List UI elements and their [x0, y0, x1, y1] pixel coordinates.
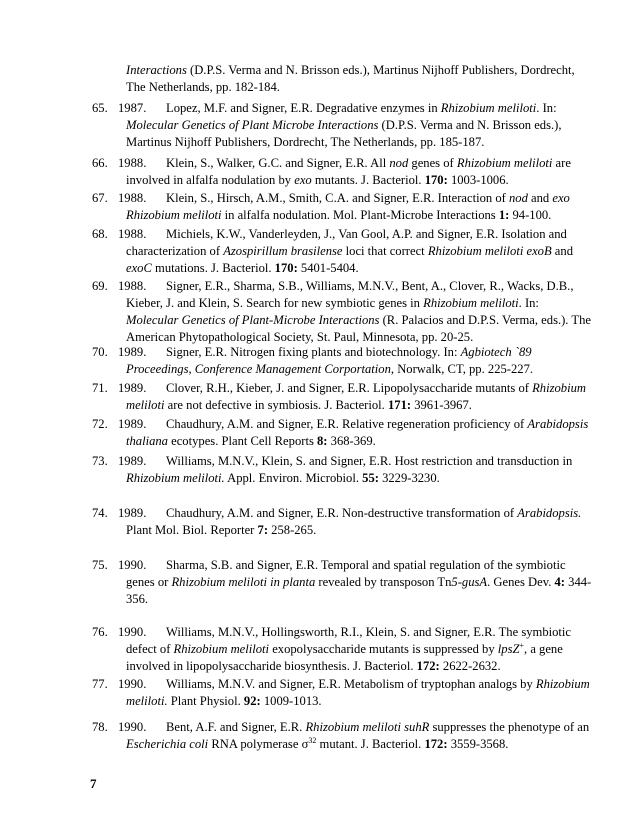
- text-run: exopolysaccharide mutants is suppressed by: [269, 642, 498, 656]
- superscript: +: [519, 640, 525, 650]
- volume-number: 55:: [362, 471, 379, 485]
- text-run: mutant. J. Bacteriol.: [316, 737, 425, 751]
- italic-text: Molecular Genetics of Plant Microbe Interactions: [126, 118, 379, 132]
- entry-number: 68.: [92, 227, 108, 241]
- text-run: Klein, S., Walker, G.C. and Signer, E.R. All: [166, 156, 390, 170]
- italic-text: Interactions: [126, 63, 187, 77]
- italic-text: exo: [294, 173, 312, 187]
- entry-number: 66.: [92, 156, 108, 170]
- text-run: ecotypes. Plant Cell Reports: [167, 434, 317, 448]
- italic-text: lpsZ: [497, 642, 520, 656]
- entry-citation: [118, 190, 592, 224]
- entry-number: 69.: [92, 279, 108, 293]
- italic-text: Azospirillum brasilense: [223, 244, 343, 258]
- text-run: suppresses the phenotype of an: [429, 720, 590, 734]
- entry-year: 1987.: [118, 101, 147, 115]
- text-run: mutations. J. Bacteriol.: [151, 261, 275, 275]
- text-run: mutants. J. Bacteriol.: [311, 173, 425, 187]
- text-run: 2622-2632.: [439, 659, 501, 673]
- text-run: Williams, M.N.V., Klein, S. and Signer, E.R. Host restriction and transduction in: [166, 454, 573, 468]
- entry-year: 1989.: [118, 381, 147, 395]
- entry-citation: [118, 344, 592, 378]
- entry-number: 71.: [92, 381, 108, 395]
- entry-year: 1988.: [118, 227, 147, 241]
- entry-citation: [118, 453, 592, 487]
- text-run: 368-369.: [327, 434, 376, 448]
- entry-number: 72.: [92, 417, 108, 431]
- italic-text: 5-gusA: [451, 575, 488, 589]
- text-run: Plant Physiol.: [167, 694, 244, 708]
- entry-citation: [118, 624, 592, 675]
- entry-number: 67.: [92, 191, 108, 205]
- citation-text: [126, 720, 589, 751]
- italic-text: Agbiotech `89 Proceedings, Conference Management Corportation,: [126, 345, 532, 376]
- volume-number: 7:: [257, 523, 269, 537]
- entry-year: 1990.: [118, 625, 147, 639]
- continuation-entry: [126, 62, 586, 96]
- entry-number: 77.: [92, 677, 108, 691]
- text-run: (D.P.S. Verma and N. Brisson eds.), Martinus Nijhoff Publishers, Dordrecht, The Netherlands, pp. 182-184.: [126, 63, 575, 94]
- italic-text: Rhizobium meliloti: [440, 101, 537, 115]
- entry-citation: [118, 100, 592, 151]
- page-number: 7: [90, 776, 97, 791]
- entry-year: 1989.: [118, 417, 147, 431]
- italic-text: Rhizobium meliloti: [423, 296, 519, 310]
- text-run: Williams, M.N.V., Hollingsworth, R.I., Klein, S. and Signer, E.R. The symbiotic defect of: [126, 625, 572, 656]
- entry-number: 75.: [92, 558, 108, 572]
- text-run: Chaudhury, A.M. and Signer, E.R. Non-destructive transformation of: [166, 506, 518, 520]
- entry-citation: [118, 278, 592, 346]
- italic-text: Rhizobium meliloti exoB: [427, 244, 552, 258]
- entry-citation: [118, 380, 592, 414]
- italic-text: Arabidopsis thaliana: [126, 417, 589, 448]
- entry-number: 78.: [92, 720, 108, 734]
- text-run: (R. Palacios and D.P.S. Verma, eds.). The American Phytopathological Society, St. Paul, Minnesota, pp. 20-25.: [126, 313, 591, 344]
- text-run: Lopez, M.F. and Signer, E.R. Degradative enzymes in: [166, 101, 441, 115]
- volume-number: 1:: [498, 208, 510, 222]
- italic-text: Molecular Genetics of Plant-Microbe Interactions: [126, 313, 380, 327]
- entry-number: 73.: [92, 454, 108, 468]
- citation-text: [126, 677, 590, 708]
- entry-citation: [118, 416, 592, 450]
- text-run: . In:: [518, 296, 539, 310]
- text-run: (D.P.S. Verma and N. Brisson eds.), Martinus Nijhoff Publishers, Dordrecht, The Netherlands, pp. 185-187.: [126, 118, 562, 149]
- text-run: in alfalfa nodulation. Mol. Plant-Microbe Interactions: [221, 208, 499, 222]
- citation-text: [126, 506, 581, 537]
- italic-text: exoC: [126, 261, 152, 275]
- volume-number: 8:: [317, 434, 328, 448]
- entry-year: 1990.: [118, 558, 147, 572]
- text-run: , a gene involved in lipopolysaccharide biosynthesis. J. Bacteriol.: [126, 642, 563, 673]
- text-run: Klein, S., Hirsch, A.M., Smith, C.A. and Signer, E.R. Interaction of: [166, 191, 509, 205]
- entry-citation: [118, 226, 592, 277]
- italic-text: Rhizobium meliloti.: [126, 677, 590, 708]
- italic-text: Rhizobium meliloti: [173, 642, 270, 656]
- citation-text: [126, 381, 586, 412]
- text-run: Clover, R.H., Kieber, J. and Signer, E.R. Lipopolysaccharide mutants of: [166, 381, 533, 395]
- text-run: genes of: [408, 156, 457, 170]
- citation-text: [126, 191, 570, 222]
- text-run: Michiels, K.W., Vanderleyden, J., Van Gool, A.P. and Signer, E.R. Isolation and characterization of: [126, 227, 567, 258]
- text-run: RNA polymerase σ: [208, 737, 309, 751]
- text-run: Bent, A.F. and Signer, E.R.: [166, 720, 306, 734]
- volume-number: 170:: [424, 173, 448, 187]
- text-run: 3559-3568.: [447, 737, 509, 751]
- text-run: loci that correct: [342, 244, 428, 258]
- entry-year: 1989.: [118, 454, 147, 468]
- entry-citation: [118, 719, 592, 753]
- italic-text: exo Rhizobium meliloti: [126, 191, 570, 222]
- text-run: 344-356.: [126, 575, 592, 606]
- entry-number: 65.: [92, 101, 108, 115]
- entry-number: 76.: [92, 625, 108, 639]
- text-run: 3961-3967.: [411, 398, 472, 412]
- text-run: and: [527, 191, 553, 205]
- volume-number: 172:: [416, 659, 440, 673]
- entry-year: 1988.: [118, 191, 147, 205]
- text-run: . Genes Dev.: [487, 575, 555, 589]
- italic-text: Rhizobium meliloti.: [126, 471, 225, 485]
- italic-text: Rhizobium meliloti suhR: [305, 720, 430, 734]
- entry-citation: [118, 676, 592, 710]
- entry-year: 1989.: [118, 345, 147, 359]
- italic-text: Rhizobium meliloti: [126, 381, 586, 412]
- volume-number: 4:: [554, 575, 565, 589]
- citation-text: [126, 101, 561, 149]
- text-run: and: [551, 244, 573, 258]
- citation-text: [126, 558, 591, 606]
- italic-text: Escherichia coli: [126, 737, 209, 751]
- text-run: 3229-3230.: [378, 471, 440, 485]
- entry-citation: [118, 505, 592, 539]
- italic-text: Rhizobium meliloti: [456, 156, 553, 170]
- entry-citation: [118, 155, 592, 189]
- text-run: 94-100.: [509, 208, 552, 222]
- entry-number: 74.: [92, 506, 108, 520]
- citation-text: [126, 417, 588, 448]
- citation-text: [126, 625, 571, 673]
- text-run: Signer, E.R., Sharma, S.B., Williams, M.N.V., Bent, A., Clover, R., Wacks, D.B., Kieber, J. and Klein, S. Search for new symbiotic genes in: [126, 279, 574, 310]
- entry-year: 1990.: [118, 677, 147, 691]
- citation-text: [126, 227, 573, 275]
- volume-number: 170:: [274, 261, 298, 275]
- text-run: Williams, M.N.V. and Signer, E.R. Metabolism of tryptophan analogs by: [166, 677, 536, 691]
- text-run: 5401-5404.: [297, 261, 359, 275]
- italic-text: nod: [509, 191, 528, 205]
- text-run: are involved in alfalfa nodulation by: [126, 156, 571, 187]
- entry-year: 1990.: [118, 720, 147, 734]
- volume-number: 172:: [424, 737, 448, 751]
- italic-text: nod: [389, 156, 409, 170]
- text-run: Chaudhury, A.M. and Signer, E.R. Relative regeneration proficiency of: [166, 417, 528, 431]
- entry-citation: [118, 557, 592, 608]
- text-run: Sharma, S.B. and Signer, E.R. Temporal and spatial regulation of the symbiotic genes or: [126, 558, 566, 589]
- citation-text: [126, 156, 571, 187]
- citation-text: [126, 279, 591, 344]
- text-run: . In:: [536, 101, 557, 115]
- superscript: 32: [308, 735, 317, 745]
- italic-text: Rhizobium meliloti in planta: [171, 575, 316, 589]
- entry-year: 1988.: [118, 156, 147, 170]
- text-run: Signer, E.R. Nitrogen fixing plants and biotechnology. In:: [166, 345, 461, 359]
- entry-year: 1988.: [118, 279, 147, 293]
- citation-text: [126, 454, 572, 485]
- italic-text: Arabidopsis.: [517, 506, 582, 520]
- text-run: 1003-1006.: [447, 173, 509, 187]
- text-run: are not defective in symbiosis. J. Bacteriol.: [164, 398, 388, 412]
- citation-text: [126, 345, 533, 376]
- text-run: Norwalk, CT, pp. 225-227.: [394, 362, 534, 376]
- text-run: revealed by transposon Tn: [315, 575, 452, 589]
- entry-number: 70.: [92, 345, 108, 359]
- volume-number: 171:: [387, 398, 412, 412]
- text-run: Appl. Environ. Microbiol.: [224, 471, 363, 485]
- volume-number: 92:: [243, 694, 261, 708]
- text-run: 1009-1013.: [260, 694, 322, 708]
- entry-year: 1989.: [118, 506, 147, 520]
- text-run: 258-265.: [268, 523, 317, 537]
- text-run: Plant Mol. Biol. Reporter: [126, 523, 258, 537]
